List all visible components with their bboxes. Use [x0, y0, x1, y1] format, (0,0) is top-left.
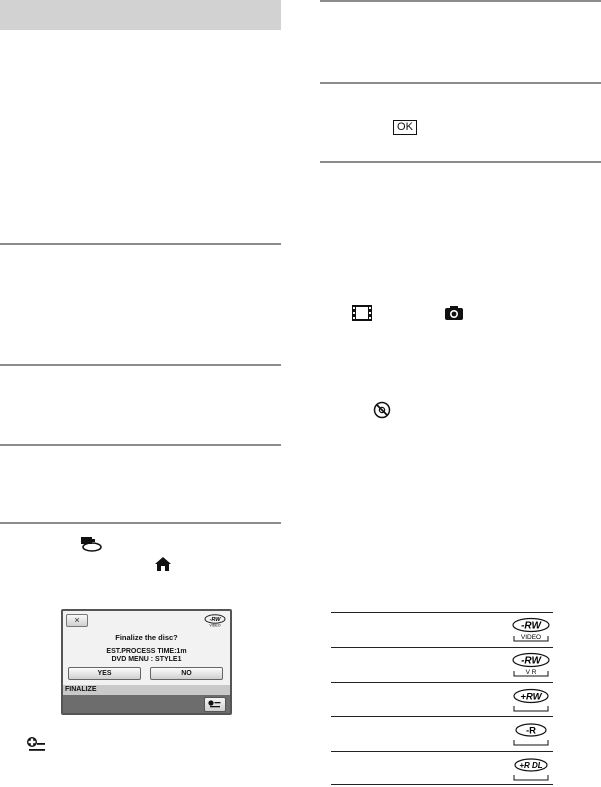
section-header-band — [0, 0, 281, 30]
divider — [320, 161, 601, 163]
divider — [320, 0, 601, 2]
svg-text:-R: -R — [525, 725, 537, 737]
plus-rw-logo-icon — [511, 687, 551, 713]
svg-text:VIDEO: VIDEO — [209, 623, 221, 627]
ok-button-icon: OK — [393, 120, 417, 135]
disc-camera-icon — [80, 536, 102, 552]
disc-row-minus-r — [331, 717, 553, 751]
svg-text:VIDEO: VIDEO — [520, 634, 542, 641]
rw-vr-logo-icon — [511, 652, 551, 678]
svg-text:-RW: -RW — [521, 620, 541, 632]
lcd-finalize-screen — [61, 609, 232, 715]
no-record-icon — [373, 401, 391, 419]
minus-r-logo-icon — [511, 721, 551, 747]
plus-r-dl-logo-icon — [511, 756, 551, 782]
process-time-text: EST.PROCESS TIME:1m — [106, 648, 187, 655]
film-icon — [352, 305, 372, 321]
camera-icon — [444, 305, 464, 321]
svg-text:+R DL: +R DL — [519, 761, 543, 770]
disc-row-plus-rw — [331, 683, 553, 717]
divider — [320, 82, 601, 84]
svg-text:-RW: -RW — [209, 617, 221, 623]
close-button[interactable]: × — [66, 614, 88, 627]
divider — [0, 444, 281, 446]
svg-text:V R: V R — [525, 669, 537, 676]
yes-button[interactable]: YES — [68, 667, 141, 680]
disc-row-plus-r-dl — [331, 752, 553, 786]
disc-type-badge — [204, 614, 226, 627]
svg-text:+RW: +RW — [520, 691, 542, 703]
option-button[interactable] — [204, 697, 226, 712]
disc-row-rw-video — [331, 613, 553, 647]
finalize-prompt: Finalize the disc? — [115, 633, 178, 642]
disc-row-rw-vr — [331, 648, 553, 682]
dvd-menu-text: DVD MENU : STYLE1 — [111, 656, 182, 663]
home-icon[interactable] — [154, 556, 172, 572]
rw-video-logo-icon — [511, 617, 551, 643]
no-button[interactable]: NO — [150, 667, 223, 680]
divider — [0, 522, 281, 524]
divider — [0, 243, 281, 245]
svg-text:-RW: -RW — [521, 655, 541, 667]
option-icon — [26, 736, 46, 754]
status-bar: FINALIZE — [63, 685, 230, 695]
divider — [0, 364, 281, 366]
